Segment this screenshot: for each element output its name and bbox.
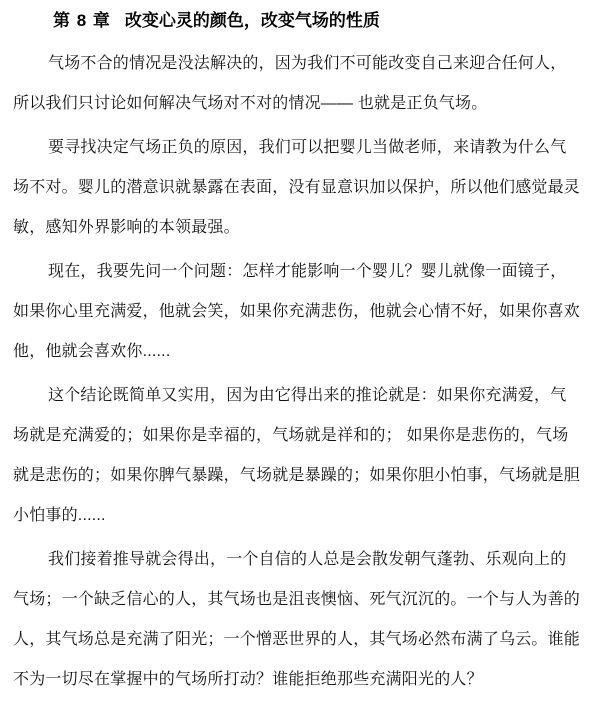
text-line: 如果你心里充满爱，他就会笑，如果你充满悲伤，他就会心情不好，如果你喜欢 [13, 303, 581, 320]
text-line: 小怕事的...... [13, 507, 106, 524]
text-line: 所以我们只讨论如何解决气场对不对的情况—— 也就是正负气场。 [13, 95, 488, 112]
paragraph-1 [13, 44, 587, 124]
text-line: 场不对。婴儿的潜意识就暴露在表面，没有显意识加以保护，所以他们感觉最灵 [13, 179, 581, 196]
paragraph-2 [13, 128, 587, 248]
text-line: 气场；一个缺乏信心的人，其气场也是沮丧懊恼、死气沉沉的。一个与人为善的 [13, 591, 581, 608]
text-line: 人，其气场总是充满了阳光；一个憎恶世界的人，其气场必然布满了乌云。谁能 [13, 631, 581, 648]
text-line: 敏，感知外界影响的本领最强。 [13, 219, 240, 236]
text-line: 气场不合的情况是没法解决的，因为我们不可能改变自己来迎合任何人， [48, 55, 567, 72]
text-line: 现在，我要先问一个问题：怎样才能影响一个婴儿？婴儿就像一面镜子， [48, 263, 567, 280]
body-text [13, 44, 587, 700]
chapter-title: 改变心灵的颜色，改变气场的性质 [124, 11, 380, 30]
text-line: 我们接着推导就会得出，一个自信的人总是会散发朝气蓬勃、乐观向上的 [48, 551, 567, 568]
text-line: 场就是充满爱的；如果你是幸福的，气场就是祥和的； 如果你是悲伤的，气场 [13, 427, 569, 444]
chapter-heading [13, 0, 587, 31]
paragraph-4 [13, 376, 587, 536]
text-line: 他，他就会喜欢你...... [13, 343, 171, 360]
text-line: 不为一切尽在掌握中的气场所打动？谁能拒绝那些充满阳光的人？ [13, 671, 483, 688]
text-line: 要寻找决定气场正负的原因，我们可以把婴儿当做老师，来请教为什么气 [48, 139, 567, 156]
paragraph-5 [13, 540, 587, 700]
text-line: 这个结论既简单又实用，因为由它得出来的推论就是：如果你充满爱，气 [48, 387, 567, 404]
paragraph-3 [13, 252, 587, 372]
chapter-number: 第 8 章 [53, 11, 111, 30]
text-line: 就是悲伤的；如果你脾气暴躁，气场就是暴躁的；如果你胆小怕事，气场就是胆 [13, 467, 581, 484]
